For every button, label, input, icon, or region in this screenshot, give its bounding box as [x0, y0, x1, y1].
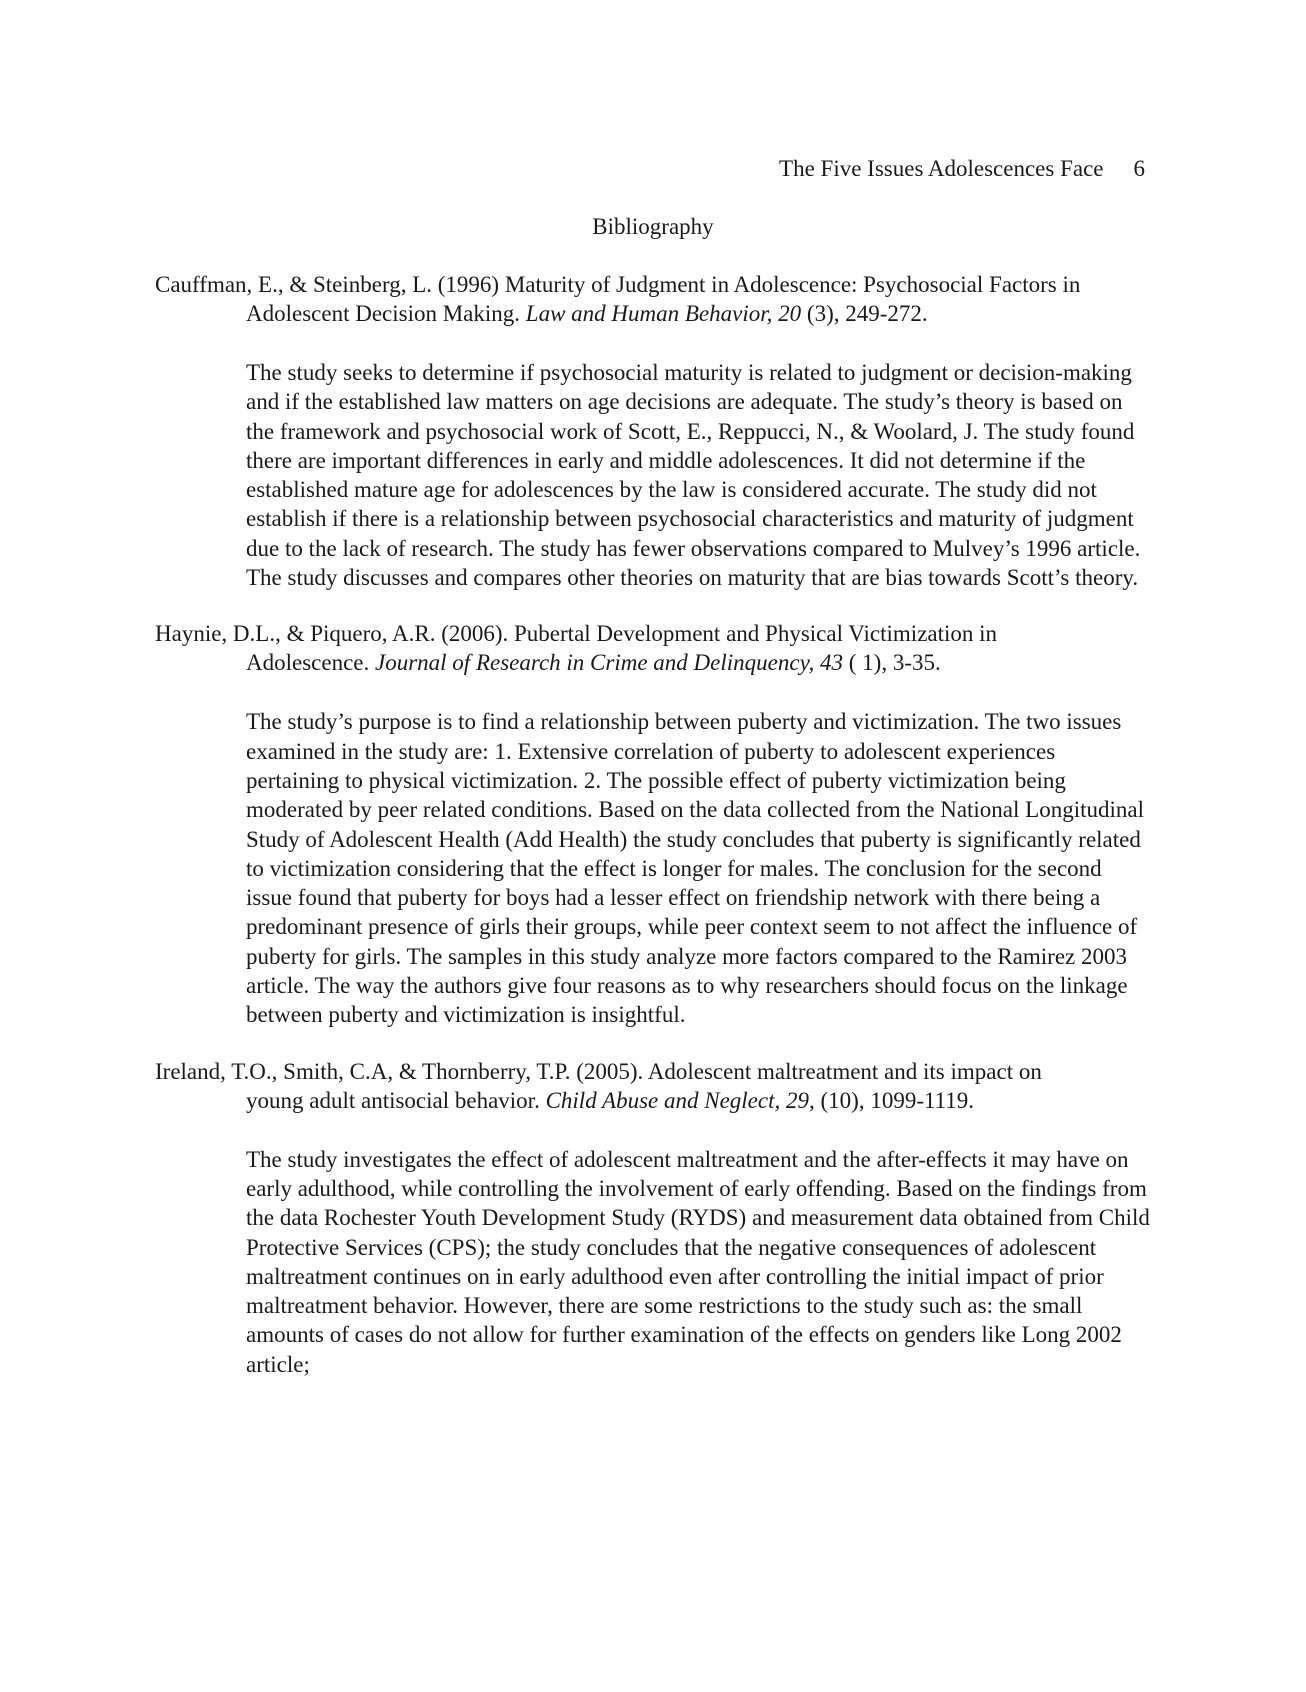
citation-text: Haynie, D.L., & Piquero, A.R. (2006). Pubertal Development and Physical Victimization in Adolescence. [155, 621, 998, 676]
running-head [0, 154, 1145, 184]
running-title: The Five Issues Adolescences Face [779, 156, 1104, 181]
page-number: 6 [1133, 156, 1145, 181]
citation-volume: (10), 1099-1119. [814, 1087, 975, 1113]
citation-text: Cauffman, E., & Steinberg, L. (1996) Maturity of Judgment in Adolescence: Psychosocial Factors in Adolescent Decision Making. [155, 272, 1081, 326]
citation-volume: (3), 249-272. [801, 301, 928, 326]
bibliography-heading: Bibliography [592, 214, 714, 239]
bibliography-entry [155, 270, 1150, 592]
annotation: The study investigates the effect of adolescent maltreatment and the after-effects it may have on early adulthood, while controlling the involvement of early offending. Based on the findings from the data Rochester Youth Development Study (RYDS) and measurement data obtained from Child Protective Services (CPS); the study concludes that the negative consequences of adolescent maltreatment continues on in early adulthood even after controlling the initial impact of prior maltreatment behavior. However, there are some restrictions to the study such as: the small amounts of cases do not allow for further examination of the effects on genders like Long 2002 article; [246, 1146, 1150, 1377]
bibliography-entry [155, 1057, 1150, 1379]
citation-text: Ireland, T.O., Smith, C.A, & Thornberry, T.P. (2005). Adolescent maltreatment and its impact on young adult antisocial behavior. [155, 1058, 1042, 1113]
citation [155, 619, 1150, 677]
citation [155, 270, 1150, 328]
journal-title: Child Abuse and Neglect, 29, [545, 1087, 815, 1113]
annotation: The study’s purpose is to find a relationship between puberty and victimization. The two issues examined in the study are: 1. Extensive correlation of puberty to adolescent experiences pertaining to physical victimization. 2. The possible effect of puberty victimization being moderated by peer related conditions. Based on the data collected from the National Longitudinal Study of Adolescent Health (Add Health) the study concludes that puberty is significantly related to victimization considering that the effect is longer for males. The conclusion for the second issue found that puberty for boys had a lesser effect on friendship network with there being a predominant presence of girls their groups, while peer context seem to not affect the influence of puberty for girls. The samples in this study analyze more factors compared to the Ramirez 2003 article. The way the authors give four reasons as to why researchers should focus on the linkage between puberty and victimization is insightful. [246, 709, 1144, 1028]
bibliography-list [155, 270, 1150, 1406]
journal-title: Journal of Research in Crime and Delinquency, 43 [375, 650, 844, 676]
annotation: The study seeks to determine if psychosocial maturity is related to judgment or decision-making and if the established law matters on age decisions are adequate. The study’s theory is based on the framework and psychosocial work of Scott, E., Reppucci, N., & Woolard, J. The study found there are important differences in early and middle adolescences. It did not determine if the established mature age for adolescences by the law is considered accurate. The study did not establish if there is a relationship between psychosocial characteristics and maturity of judgment due to the lack of research. The study has fewer observations compared to Mulvey’s 1996 article. The study discusses and compares other theories on maturity that are bias towards Scott’s theory. [246, 360, 1141, 591]
citation-volume: ( 1), 3-35. [843, 650, 941, 676]
citation [155, 1057, 1150, 1115]
journal-title: Law and Human Behavior, 20 [525, 301, 802, 326]
bibliography-entry [155, 619, 1150, 1029]
